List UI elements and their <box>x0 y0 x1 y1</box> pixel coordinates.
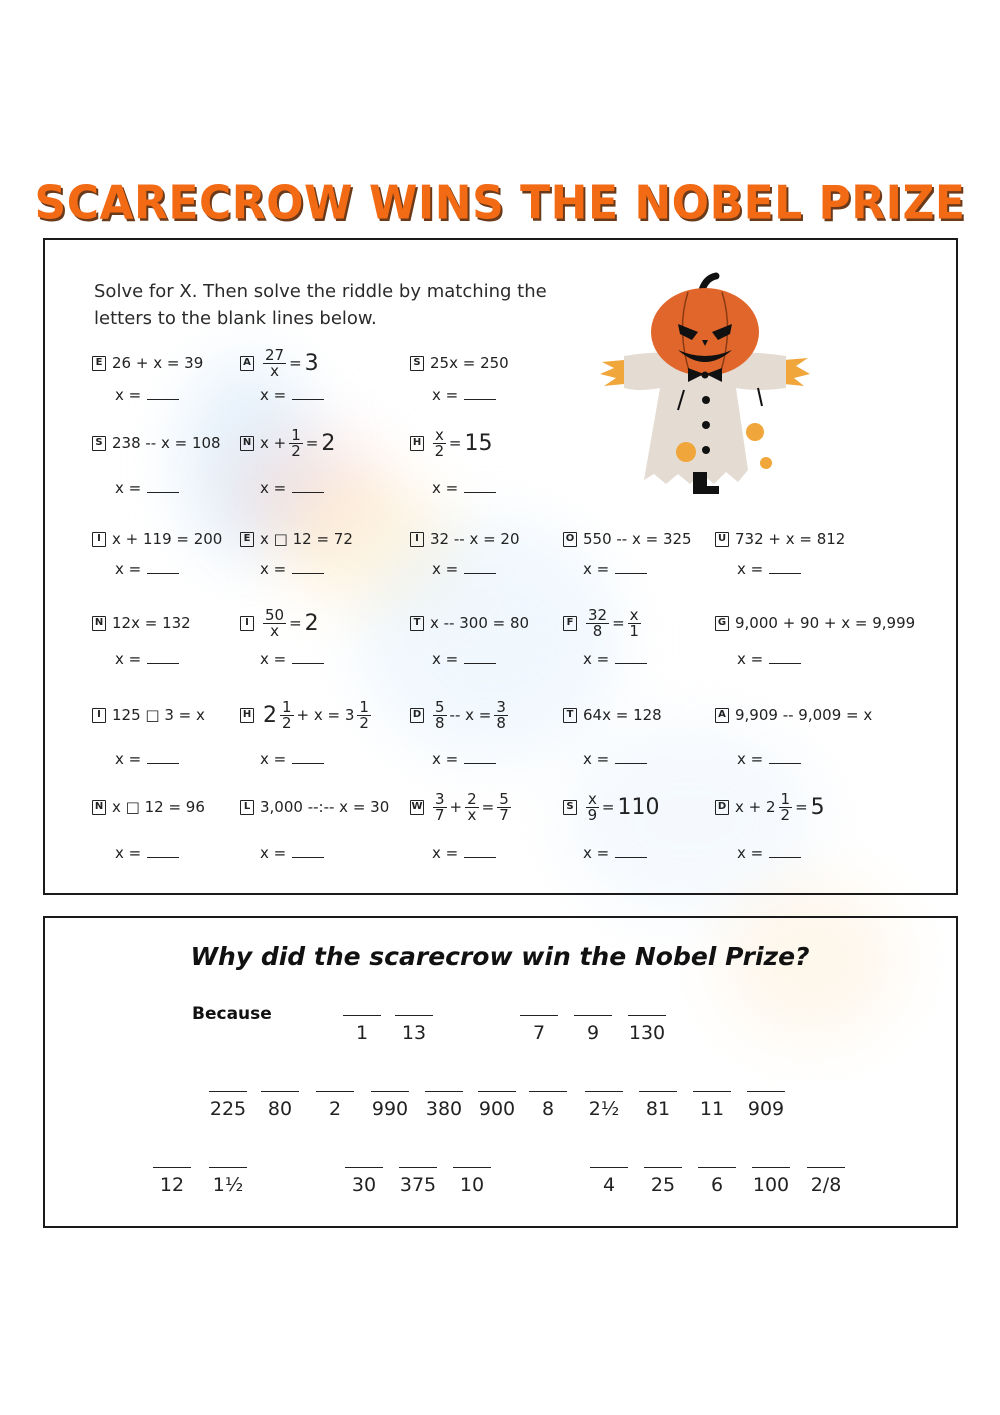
answer-line <box>292 751 324 764</box>
numerator: 1 <box>780 789 791 808</box>
answer-label: x = <box>583 650 610 668</box>
numerator: x <box>435 425 444 444</box>
blank-line <box>209 1091 247 1092</box>
scarecrow-illustration <box>598 270 812 496</box>
blank-line <box>639 1091 677 1092</box>
problem-equation <box>410 789 514 824</box>
answer-line <box>615 561 647 574</box>
answer-line <box>292 387 324 400</box>
riddle-slot[interactable] <box>519 1015 559 1044</box>
equation-text: = <box>305 434 319 452</box>
letter-badge: D <box>715 800 729 815</box>
fraction <box>357 697 371 732</box>
problem-equation <box>92 700 205 730</box>
riddle-slot[interactable] <box>751 1167 791 1196</box>
answer-blank[interactable] <box>432 386 496 404</box>
riddle-slot[interactable] <box>692 1091 732 1120</box>
riddle-slot[interactable] <box>260 1091 300 1120</box>
answer-blank[interactable] <box>260 844 324 862</box>
answer-label: x = <box>115 386 142 404</box>
blank-line <box>478 1091 516 1092</box>
numerator: 32 <box>588 605 608 624</box>
equation-text: x □ 12 = 72 <box>260 530 353 548</box>
instructions: Solve for X. Then solve the riddle by matching the letters to the blank lines below. <box>94 281 547 329</box>
numerator: 1 <box>359 697 369 716</box>
riddle-slot[interactable] <box>627 1015 667 1044</box>
denominator: x <box>270 621 279 640</box>
slot-number: 100 <box>752 1174 790 1196</box>
equation-text: x -- 300 = 80 <box>430 614 530 632</box>
fraction <box>433 425 446 460</box>
answer-blank[interactable] <box>432 560 496 578</box>
answer-blank[interactable] <box>260 386 324 404</box>
answer-line <box>769 845 801 858</box>
blank-line <box>453 1167 491 1168</box>
answer-label: x = <box>583 560 610 578</box>
problem-equation <box>563 605 644 640</box>
riddle-slot[interactable] <box>152 1167 192 1196</box>
straw-right-icon <box>784 358 810 386</box>
riddle-slot[interactable] <box>638 1091 678 1120</box>
equation-text: = <box>601 798 615 816</box>
equation-text: = <box>481 798 495 816</box>
numerator: 3 <box>496 697 506 716</box>
letter-badge: E <box>240 532 254 547</box>
problem-equation <box>240 425 336 460</box>
denominator: 1 <box>629 621 639 640</box>
problem-equation <box>715 789 825 824</box>
answer-label: x = <box>432 844 459 862</box>
fraction <box>779 789 793 824</box>
letter-badge: G <box>715 616 729 631</box>
numerator: 5 <box>435 697 445 716</box>
answer-blank[interactable] <box>583 650 647 668</box>
equation-result: 2 <box>321 430 336 456</box>
letter-badge: I <box>92 532 106 547</box>
answer-label: x = <box>737 650 764 668</box>
answer-label: x = <box>260 560 287 578</box>
blank-line <box>628 1015 666 1016</box>
blank-line <box>343 1015 381 1016</box>
numerator: 27 <box>265 345 285 364</box>
fraction <box>465 789 479 824</box>
problem-equation <box>240 792 389 822</box>
letter-badge: H <box>410 436 424 451</box>
blank-line <box>590 1167 628 1168</box>
problem-equation <box>240 697 374 732</box>
fraction <box>433 789 447 824</box>
answer-label: x = <box>432 386 459 404</box>
answer-blank[interactable] <box>115 560 179 578</box>
problem-equation <box>92 792 205 822</box>
equation-result: 15 <box>464 430 493 456</box>
blank-line <box>807 1167 845 1168</box>
equation-result: 5 <box>810 794 825 820</box>
problem-equation <box>410 348 509 378</box>
numerator: 5 <box>499 789 509 808</box>
blank-line <box>153 1167 191 1168</box>
answer-line <box>769 751 801 764</box>
numerator: 1 <box>282 697 292 716</box>
slot-number: 13 <box>401 1022 427 1044</box>
denominator: x <box>467 805 477 824</box>
answer-label: x = <box>432 479 459 497</box>
blank-line <box>261 1091 299 1092</box>
riddle-slot[interactable] <box>315 1091 355 1120</box>
slot-number: 380 <box>425 1098 463 1120</box>
slot-number: 225 <box>209 1098 247 1120</box>
equation-result: 2 <box>304 610 319 636</box>
slot-number: 30 <box>351 1174 377 1196</box>
riddle-slot[interactable] <box>208 1167 248 1196</box>
letter-badge: N <box>240 436 254 451</box>
denominator: 8 <box>592 621 603 640</box>
answer-blank[interactable] <box>115 479 179 497</box>
riddle-slot[interactable] <box>584 1091 624 1120</box>
equation-text: x □ 12 = 96 <box>112 798 205 816</box>
riddle-slot[interactable] <box>370 1091 410 1120</box>
riddle-slot[interactable] <box>697 1167 737 1196</box>
answer-label: x = <box>737 844 764 862</box>
problem-equation <box>715 608 915 638</box>
letter-badge: H <box>240 708 254 723</box>
slot-number: 7 <box>532 1022 546 1044</box>
letter-badge: N <box>92 616 106 631</box>
answer-blank[interactable] <box>260 750 324 768</box>
equation-text: + <box>449 798 463 816</box>
fraction <box>586 789 599 824</box>
denominator: 2 <box>359 713 369 732</box>
equation-text: = <box>795 798 808 816</box>
riddle-slot[interactable] <box>589 1167 629 1196</box>
denominator: 8 <box>496 713 506 732</box>
answer-label: x = <box>115 750 142 768</box>
answer-blank[interactable] <box>432 750 496 768</box>
equation-text: x + <box>260 434 287 452</box>
equation-text: = <box>612 614 625 632</box>
whole-number: 2 <box>263 702 277 728</box>
blank-line <box>529 1091 567 1092</box>
denominator: 2 <box>780 805 791 824</box>
answer-label: x = <box>583 844 610 862</box>
letter-badge: N <box>92 800 106 815</box>
answer-label: x = <box>260 844 287 862</box>
answer-blank[interactable] <box>583 560 647 578</box>
fraction <box>280 697 294 732</box>
riddle-lead: Because <box>192 1004 272 1024</box>
blank-line <box>698 1167 736 1168</box>
answer-line <box>147 387 179 400</box>
slot-number: 1 <box>355 1022 369 1044</box>
riddle-slot[interactable] <box>344 1167 384 1196</box>
answer-line <box>292 561 324 574</box>
straw-left-icon <box>600 360 624 386</box>
problem-equation <box>240 524 353 554</box>
problem-equation <box>715 524 845 554</box>
slot-number: 9 <box>586 1022 600 1044</box>
answer-blank[interactable] <box>260 479 324 497</box>
answer-label: x = <box>260 479 287 497</box>
riddle-question: Why did the scarecrow win the Nobel Prize? <box>190 942 810 971</box>
fraction <box>497 789 511 824</box>
answer-label: x = <box>737 750 764 768</box>
equation-text: 25x = 250 <box>430 354 509 372</box>
equation-text: = <box>289 614 302 632</box>
answer-line <box>464 751 496 764</box>
equation-text: x + 119 = 200 <box>112 530 223 548</box>
fraction <box>289 425 303 460</box>
slot-number: 2/8 <box>810 1174 842 1196</box>
answer-blank[interactable] <box>737 650 801 668</box>
equation-text: 238 -- x = 108 <box>112 434 221 452</box>
equation-text: 9,909 -- 9,009 = x <box>735 706 873 724</box>
problem-equation <box>240 605 319 640</box>
slot-number: 25 <box>650 1174 676 1196</box>
riddle-slot[interactable] <box>806 1167 846 1196</box>
answer-label: x = <box>737 560 764 578</box>
answer-label: x = <box>583 750 610 768</box>
problem-equation <box>410 608 529 638</box>
riddle-slot[interactable] <box>573 1015 613 1044</box>
answer-line <box>147 480 179 493</box>
equation-text: x + 2 <box>735 798 776 816</box>
problem-equation <box>715 700 872 730</box>
fraction <box>494 697 508 732</box>
equation-text: 732 + x = 812 <box>735 530 846 548</box>
riddle-slot[interactable] <box>746 1091 786 1120</box>
denominator: 9 <box>587 805 598 824</box>
answer-blank[interactable] <box>432 650 496 668</box>
equation-result: 110 <box>617 794 660 820</box>
answer-line <box>292 480 324 493</box>
fraction <box>628 605 641 640</box>
slot-number: 11 <box>699 1098 725 1120</box>
slot-number: 81 <box>645 1098 671 1120</box>
answer-blank[interactable] <box>115 386 179 404</box>
equation-text: -- x = <box>449 706 492 724</box>
slot-number: 1½ <box>212 1174 244 1196</box>
letter-badge: O <box>563 532 577 547</box>
letter-badge: W <box>410 800 424 815</box>
problem-equation <box>92 428 221 458</box>
answer-line <box>464 561 496 574</box>
denominator: 7 <box>435 805 445 824</box>
blank-line <box>371 1091 409 1092</box>
slot-number: 2 <box>328 1098 342 1120</box>
numerator: 50 <box>265 605 285 624</box>
answer-line <box>292 651 324 664</box>
problem-equation <box>410 697 511 732</box>
equation-text: 12x = 132 <box>112 614 191 632</box>
riddle-slot[interactable] <box>398 1167 438 1196</box>
fraction <box>433 697 447 732</box>
blank-line <box>316 1091 354 1092</box>
equation-text: = <box>289 354 302 372</box>
letter-badge: S <box>92 436 106 451</box>
answer-blank[interactable] <box>432 844 496 862</box>
problem-equation <box>563 700 662 730</box>
slot-number: 2½ <box>588 1098 620 1120</box>
letter-badge: I <box>410 532 424 547</box>
problem-equation <box>92 348 203 378</box>
letter-badge: A <box>715 708 729 723</box>
equation-text: 32 -- x = 20 <box>430 530 520 548</box>
answer-blank[interactable] <box>260 560 324 578</box>
letter-badge: E <box>92 356 106 371</box>
blank-line <box>209 1167 247 1168</box>
answer-label: x = <box>115 560 142 578</box>
equation-text: 125 □ 3 = x <box>112 706 205 724</box>
slot-number: 990 <box>371 1098 409 1120</box>
riddle-slot[interactable] <box>394 1015 434 1044</box>
answer-label: x = <box>115 844 142 862</box>
equation-text: 26 + x = 39 <box>112 354 204 372</box>
slot-number: 900 <box>478 1098 516 1120</box>
equation-text: 9,000 + 90 + x = 9,999 <box>735 614 916 632</box>
slot-number: 10 <box>459 1174 485 1196</box>
fraction <box>263 605 286 640</box>
blank-line <box>693 1091 731 1092</box>
blank-line <box>520 1015 558 1016</box>
equation-text: + x = 3 <box>296 706 355 724</box>
riddle-slot[interactable] <box>208 1091 248 1120</box>
answer-blank[interactable] <box>432 479 496 497</box>
answer-blank[interactable] <box>115 750 179 768</box>
fraction <box>586 605 609 640</box>
denominator: 2 <box>282 713 292 732</box>
denominator: 8 <box>435 713 445 732</box>
equation-text: 64x = 128 <box>583 706 662 724</box>
slot-number: 909 <box>747 1098 785 1120</box>
answer-line <box>464 651 496 664</box>
riddle-slot[interactable] <box>643 1167 683 1196</box>
answer-blank[interactable] <box>737 560 801 578</box>
denominator: x <box>270 361 279 380</box>
answer-line <box>464 387 496 400</box>
letter-badge: I <box>92 708 106 723</box>
answer-line <box>464 480 496 493</box>
slot-number: 4 <box>602 1174 616 1196</box>
blank-line <box>752 1167 790 1168</box>
answer-label: x = <box>432 650 459 668</box>
equation-result: 3 <box>304 350 319 376</box>
letter-badge: T <box>563 708 577 723</box>
slot-number: 6 <box>710 1174 724 1196</box>
denominator: 2 <box>434 441 445 460</box>
answer-line <box>147 751 179 764</box>
answer-line <box>147 845 179 858</box>
problem-equation <box>563 524 692 554</box>
problem-equation <box>92 608 191 638</box>
equation-text: 550 -- x = 325 <box>583 530 692 548</box>
slot-number: 80 <box>267 1098 293 1120</box>
riddle-slot[interactable] <box>424 1091 464 1120</box>
slot-number: 12 <box>159 1174 185 1196</box>
numerator: 2 <box>467 789 477 808</box>
riddle-slot[interactable] <box>342 1015 382 1044</box>
answer-blank[interactable] <box>737 750 801 768</box>
riddle-slot[interactable] <box>452 1167 492 1196</box>
blank-line <box>395 1015 433 1016</box>
blank-line <box>345 1167 383 1168</box>
answer-line <box>769 561 801 574</box>
slot-number: 8 <box>541 1098 555 1120</box>
answer-blank[interactable] <box>115 844 179 862</box>
answer-line <box>615 845 647 858</box>
letter-badge: D <box>410 708 424 723</box>
numerator: x <box>588 789 597 808</box>
answer-blank[interactable] <box>583 844 647 862</box>
numerator: 1 <box>291 425 301 444</box>
problem-equation <box>410 425 493 460</box>
denominator: 7 <box>499 805 509 824</box>
answer-blank[interactable] <box>737 844 801 862</box>
answer-line <box>615 651 647 664</box>
answer-label: x = <box>115 479 142 497</box>
letter-badge: S <box>563 800 577 815</box>
answer-blank[interactable] <box>583 750 647 768</box>
letter-badge: T <box>410 616 424 631</box>
answer-line <box>292 845 324 858</box>
blank-line <box>585 1091 623 1092</box>
answer-line <box>615 751 647 764</box>
blank-line <box>399 1167 437 1168</box>
numerator: x <box>629 605 639 624</box>
blank-line <box>644 1167 682 1168</box>
answer-line <box>769 651 801 664</box>
letter-badge: I <box>240 616 254 631</box>
blank-line <box>574 1015 612 1016</box>
letter-badge: A <box>240 356 254 371</box>
slot-number: 375 <box>399 1174 437 1196</box>
blank-line <box>425 1091 463 1092</box>
problem-equation <box>563 789 660 824</box>
answer-label: x = <box>260 386 287 404</box>
numerator: 3 <box>435 789 445 808</box>
slot-number: 130 <box>628 1022 666 1044</box>
fraction <box>263 345 286 380</box>
answer-blank[interactable] <box>115 650 179 668</box>
riddle-slot[interactable] <box>528 1091 568 1120</box>
letter-badge: S <box>410 356 424 371</box>
riddle-slot[interactable] <box>477 1091 517 1120</box>
answer-label: x = <box>432 560 459 578</box>
page-title: SCARECROW WINS THE NOBEL PRIZE <box>34 176 966 231</box>
denominator: 2 <box>291 441 301 460</box>
answer-line <box>147 561 179 574</box>
letter-badge: U <box>715 532 729 547</box>
letter-badge: L <box>240 800 254 815</box>
problem-equation <box>410 524 520 554</box>
answer-label: x = <box>115 650 142 668</box>
answer-blank[interactable] <box>260 650 324 668</box>
answer-line <box>464 845 496 858</box>
problem-equation <box>92 524 222 554</box>
equation-text: = <box>448 434 462 452</box>
answer-label: x = <box>260 750 287 768</box>
answer-line <box>147 651 179 664</box>
answer-label: x = <box>432 750 459 768</box>
answer-label: x = <box>260 650 287 668</box>
equation-text: 3,000 --:-- x = 30 <box>260 798 390 816</box>
letter-badge: F <box>563 616 577 631</box>
blank-line <box>747 1091 785 1092</box>
problem-equation <box>240 345 319 380</box>
